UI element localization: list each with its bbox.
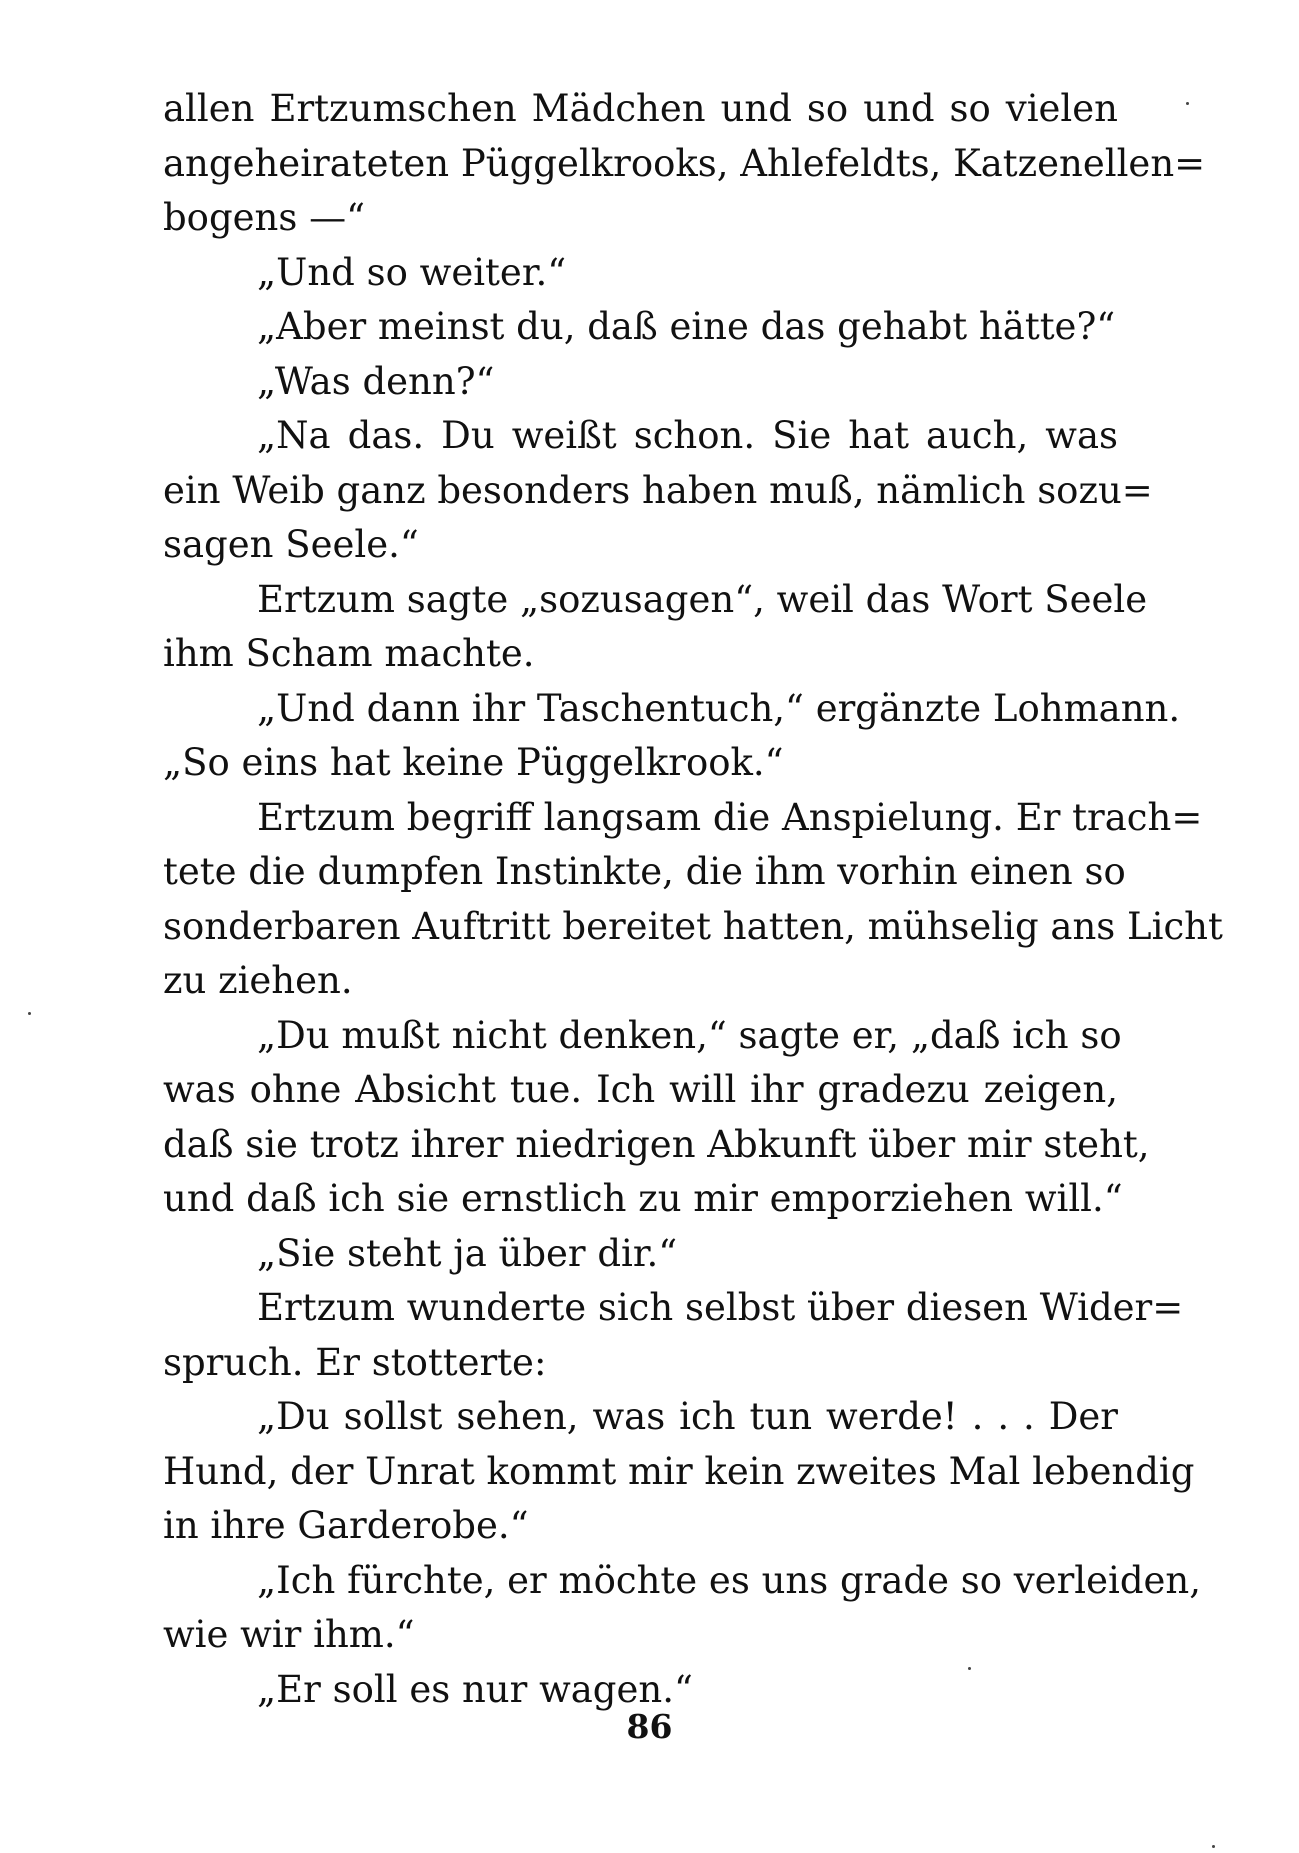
text-line: „Du sollst sehen, was ich tun werde! . . . Der bbox=[257, 1395, 1118, 1438]
text-line: „Was denn?“ bbox=[257, 359, 495, 403]
text-line: was ohne Absicht tue. Ich will ihr gradezu zeigen, bbox=[163, 1068, 1118, 1111]
text-line: „Und dann ihr Taschentuch,“ ergänzte Lohmann. bbox=[257, 686, 1181, 730]
text-line: wie wir ihm.“ bbox=[163, 1613, 415, 1656]
text-line: „Und so weiter.“ bbox=[257, 250, 567, 294]
page-number: 86 bbox=[626, 1707, 673, 1746]
text-line: ein Weib ganz besonders haben muß, nämlich sozu= bbox=[163, 468, 1153, 512]
text-line: spruch. Er stotterte: bbox=[163, 1340, 547, 1384]
text-line: „Na das. Du weißt schon. Sie hat auch, was bbox=[257, 414, 1118, 457]
text-line: allen Ertzumschen Mädchen und so und so vielen bbox=[163, 87, 1118, 130]
text-line: sonderbaren Auftritt bereitet hatten, mühselig ans Licht bbox=[163, 904, 1223, 948]
text-line: daß sie trotz ihrer niedrigen Abkunft über mir steht, bbox=[163, 1122, 1150, 1166]
text-line: angeheirateten Püggelkrooks, Ahlefeldts, Katzenellen= bbox=[163, 141, 1206, 185]
scan-speck bbox=[1186, 102, 1189, 105]
text-line: „So eins hat keine Püggelkrook.“ bbox=[163, 741, 784, 784]
text-line: „Du mußt nicht denken,“ sagte er, „daß ich so bbox=[257, 1013, 1122, 1057]
text-line: bogens —“ bbox=[163, 196, 366, 239]
text-line: ihm Scham machte. bbox=[163, 632, 535, 675]
text-line: Ertzum begriff langsam die Anspielung. Er trach= bbox=[257, 795, 1203, 839]
text-line: Hund, der Unrat kommt mir kein zweites Mal lebendig bbox=[163, 1449, 1195, 1493]
text-line: „Aber meinst du, daß eine das gehabt hätte?“ bbox=[257, 305, 1116, 348]
text-line: in ihre Garderobe.“ bbox=[163, 1504, 529, 1547]
text-line: und daß ich sie ernstlich zu mir emporziehen will.“ bbox=[163, 1177, 1123, 1220]
text-line: Ertzum sagte „sozusagen“, weil das Wort Seele bbox=[257, 577, 1148, 621]
scan-speck bbox=[968, 1667, 971, 1670]
body-text bbox=[163, 82, 1223, 1717]
text-line: sagen Seele.“ bbox=[163, 523, 419, 566]
text-line: Ertzum wunderte sich selbst über diesen Wider= bbox=[257, 1286, 1184, 1329]
text-line: tete die dumpfen Instinkte, die ihm vorhin einen so bbox=[163, 850, 1126, 893]
text-line: zu ziehen. bbox=[163, 959, 353, 1002]
text-line: „Er soll es nur wagen.“ bbox=[257, 1667, 693, 1711]
text-line: „Sie steht ja über dir.“ bbox=[257, 1231, 678, 1275]
text-line: „Ich fürchte, er möchte es uns grade so verleiden, bbox=[257, 1558, 1202, 1602]
scan-speck bbox=[28, 1012, 31, 1015]
scan-speck bbox=[1212, 1845, 1215, 1848]
